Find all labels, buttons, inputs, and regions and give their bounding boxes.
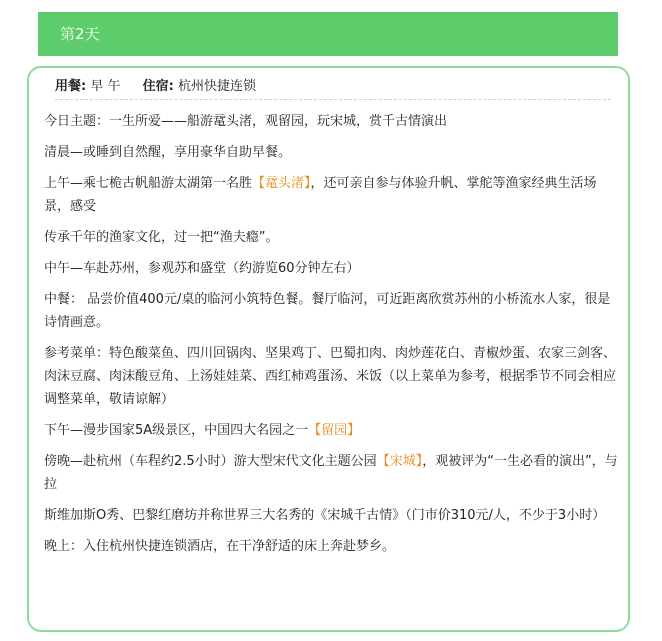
- day-header: [38, 12, 618, 56]
- theme-paragraph: 今日主题：一生所爱——船游鼋头渚，观留园，玩宋城，赏千古情演出: [44, 114, 448, 129]
- night-paragraph: 晚上：入住杭州快捷连锁酒店，在干净舒适的床上奔赴梦乡。: [44, 539, 396, 554]
- afternoon-text: 下午—漫步国家5A级景区，中国四大名园之一: [44, 423, 309, 438]
- morning-text-b: ，还可亲自参与体验升帆、掌舵等渔家经典生活场景，感受: [44, 176, 597, 214]
- evening-paragraph: [44, 450, 618, 496]
- menu-paragraph: 参考菜单：特色酸菜鱼、四川回锅肉、坚果鸡丁、巴蜀扣肉、肉炒莲花白、青椒炒蛋、农家三剑客、肉沫豆腐、肉沫酸豆角、上汤娃娃菜、西红柿鸡蛋汤、米饭（以上菜单为参考，根据季节不同会相应调整菜单，敬请谅解）: [44, 346, 617, 407]
- afternoon-paragraph: [44, 419, 618, 442]
- meals-label: 用餐:: [55, 79, 87, 94]
- morning-text-a: 上午—乘七桅古帆船游太湖第一名胜: [44, 176, 253, 191]
- lodging-value: 杭州快捷连锁: [177, 79, 256, 94]
- songcheng-link[interactable]: 【宋城】: [376, 454, 423, 469]
- itinerary-card: [27, 66, 630, 632]
- noon-paragraph: 中午—车赴苏州，参观苏和盛堂（约游览60分钟左右）: [44, 261, 360, 276]
- meals-value: 早 午: [90, 79, 121, 94]
- lodging-label: 住宿:: [142, 79, 174, 94]
- day-title: 第2天: [60, 25, 100, 43]
- culture-paragraph: 传承千年的渔家文化，过一把“渔夫瘾”。: [44, 230, 279, 245]
- liuyuan-link[interactable]: 【留园】: [308, 423, 361, 438]
- yuantouzhu-link[interactable]: 【鼋头渚】: [252, 176, 311, 191]
- meta-row: [55, 74, 611, 100]
- evening-text-b: ，观被评为“一生必看的演出”，与拉: [44, 454, 618, 492]
- itinerary-content: [44, 104, 618, 566]
- evening-text-a: 傍晚—赴杭州（车程约2.5小时）游大型宋代文化主题公园: [44, 454, 377, 469]
- lunch-paragraph: 中餐： 品尝价值400元/桌的临河小筑特色餐。餐厅临河，可近距离欣赏苏州的小桥流水人家，很是诗情画意。: [44, 292, 611, 330]
- show-paragraph: 斯维加斯O秀、巴黎红磨坊并称世界三大名秀的《宋城千古情》（门市价310元/人，不少于3小时）: [44, 508, 606, 523]
- dawn-paragraph: 清晨—或睡到自然醒，享用豪华自助早餐。: [44, 145, 292, 160]
- morning-paragraph: [44, 172, 618, 218]
